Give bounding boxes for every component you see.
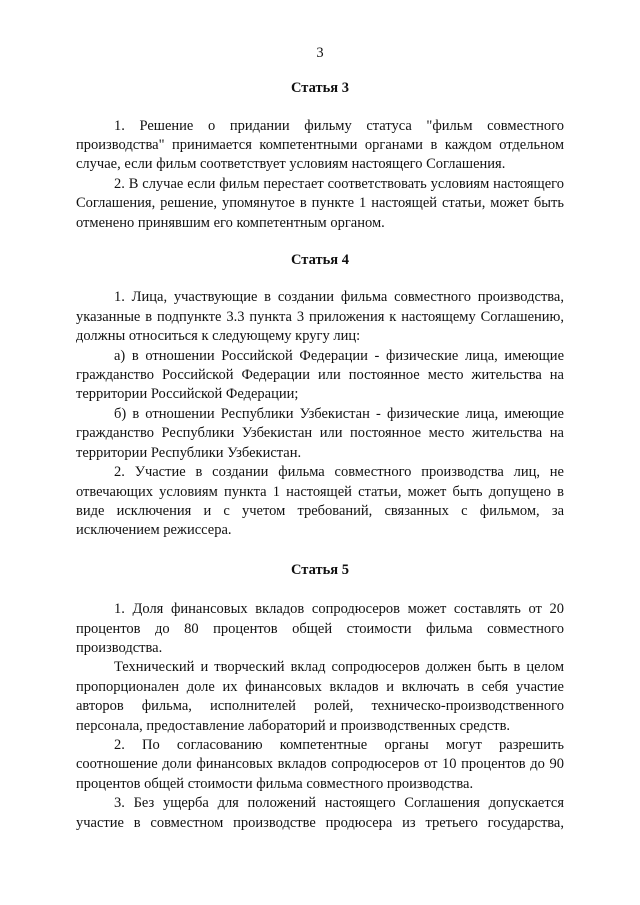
paragraph: Технический и творческий вклад сопродюсеров должен быть в целом пропорционален доле их финансовых вкладов и включать в себя участие авторов фильма, исполнителей ролей, техническо-производственного персонала, предоставление лабораторий и производственных средств. <box>76 659 564 734</box>
paragraph: 2. По согласованию компетентные органы могут разрешить соотношение доли финансовых вкладов сопродюсеров от 10 процентов до 90 процентов общей стоимости фильма совместного производства. <box>76 737 564 792</box>
article-heading: Статья 4 <box>291 251 349 268</box>
paragraph: 1. Решение о придании фильму статуса "фильм совместного производства" принимается компетентными органами в каждом отдельном случае, если фильм соответствует условиям настоящего Соглашения. <box>76 117 564 173</box>
article-4 <box>76 251 564 541</box>
article-heading: Статья 3 <box>291 80 349 96</box>
paragraph: б) в отношении Республики Узбекистан - физические лица, имеющие гражданство Республики Узбекистан или постоянное место жительства на территории Республики Узбекистан. <box>76 405 564 461</box>
document-body <box>76 79 564 833</box>
paragraph: 2. В случае если фильм перестает соответствовать условиям настоящего Соглашения, решение, упомянутое в пункте 1 настоящей статьи, может быть отменено принявшим его компетентным органом. <box>76 175 564 231</box>
paragraph: 2. Участие в создании фильма совместного производства лиц, не отвечающих условиям пункта 1 настоящей статьи, может быть допущено в виде исключения и с учетом требований, связанных с фильмом, за исключением режиссера. <box>76 464 564 539</box>
paragraph: 1. Доля финансовых вкладов сопродюсеров может составлять от 20 процентов до 80 процентов общей стоимости фильма совместного производства. <box>76 601 564 657</box>
paragraph: а) в отношении Российской Федерации - физические лица, имеющие гражданство Российской Федерации или постоянное место жительства на территории Российской Федерации; <box>76 347 564 403</box>
article-heading: Статья 5 <box>291 561 349 578</box>
page-number: 3 <box>316 45 324 61</box>
article-5 <box>76 561 564 833</box>
paragraph: 3. Без ущерба для положений настоящего Соглашения допускается участие в совместном производстве продюсера из третьего государства, <box>76 795 564 831</box>
article-3 <box>76 79 564 233</box>
paragraph: 1. Лица, участвующие в создании фильма совместного производства, указанные в подпункте 3.3 пункта 3 приложения к настоящему Соглашению, должны относиться к следующему кругу лиц: <box>76 289 564 345</box>
